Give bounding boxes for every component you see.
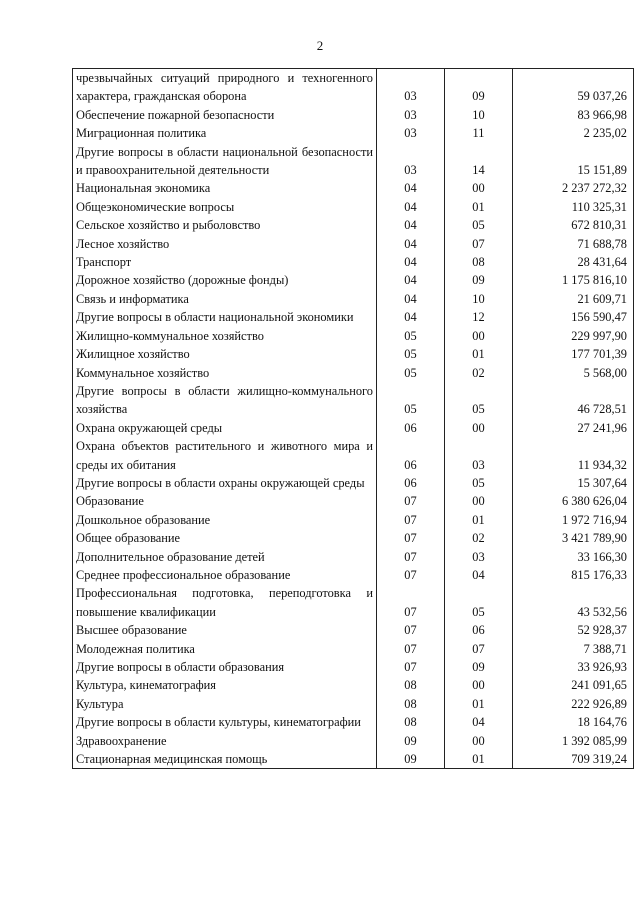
row-subsection: 10: [445, 290, 513, 308]
row-subsection: 05: [445, 584, 513, 621]
row-section: 05: [377, 327, 445, 345]
row-subsection: 01: [445, 750, 513, 769]
table-row: [73, 529, 634, 547]
row-amount: 27 241,96: [513, 419, 634, 437]
row-name: Другие вопросы в области жилищно-коммунального хозяйства: [73, 382, 377, 419]
row-name: Лесное хозяйство: [73, 235, 377, 253]
row-amount: 18 164,76: [513, 713, 634, 731]
row-subsection: 07: [445, 235, 513, 253]
table-row: [73, 382, 634, 419]
row-name: Другие вопросы в области национальной экономики: [73, 308, 377, 326]
row-amount: 5 568,00: [513, 364, 634, 382]
row-name: Транспорт: [73, 253, 377, 271]
row-section: 06: [377, 419, 445, 437]
budget-table-body: [73, 69, 634, 769]
row-section: 04: [377, 308, 445, 326]
table-row: [73, 253, 634, 271]
row-name: Другие вопросы в области охраны окружающей среды: [73, 474, 377, 492]
row-amount: 6 380 626,04: [513, 492, 634, 510]
row-name: Сельское хозяйство и рыболовство: [73, 216, 377, 234]
table-row: [73, 548, 634, 566]
row-section: 07: [377, 658, 445, 676]
row-name: Здравоохранение: [73, 732, 377, 750]
row-subsection: 04: [445, 713, 513, 731]
row-name: Стационарная медицинская помощь: [73, 750, 377, 769]
row-name: Общеэкономические вопросы: [73, 198, 377, 216]
table-row: [73, 364, 634, 382]
table-row: [73, 713, 634, 731]
row-section: 09: [377, 732, 445, 750]
table-row: [73, 290, 634, 308]
row-section: 04: [377, 198, 445, 216]
row-amount: 33 166,30: [513, 548, 634, 566]
table-row: [73, 566, 634, 584]
table-row: [73, 235, 634, 253]
table-row: [73, 216, 634, 234]
budget-table: [72, 68, 634, 769]
row-name: Культура, кинематография: [73, 676, 377, 694]
row-amount: 33 926,93: [513, 658, 634, 676]
row-name: Миграционная политика: [73, 124, 377, 142]
row-subsection: 00: [445, 419, 513, 437]
row-amount: 21 609,71: [513, 290, 634, 308]
row-subsection: 10: [445, 106, 513, 124]
row-name: Другие вопросы в области образования: [73, 658, 377, 676]
table-row: [73, 419, 634, 437]
row-section: 06: [377, 474, 445, 492]
row-section: 03: [377, 106, 445, 124]
row-amount: 672 810,31: [513, 216, 634, 234]
table-row: [73, 621, 634, 639]
row-name: Жилищно-коммунальное хозяйство: [73, 327, 377, 345]
row-subsection: 05: [445, 382, 513, 419]
row-subsection: 03: [445, 548, 513, 566]
row-amount: 28 431,64: [513, 253, 634, 271]
row-name: Дошкольное образование: [73, 511, 377, 529]
row-section: 04: [377, 216, 445, 234]
row-subsection: 02: [445, 364, 513, 382]
row-section: 08: [377, 713, 445, 731]
table-row: [73, 732, 634, 750]
row-subsection: 06: [445, 621, 513, 639]
row-amount: 229 997,90: [513, 327, 634, 345]
row-amount: 815 176,33: [513, 566, 634, 584]
row-subsection: 00: [445, 327, 513, 345]
row-amount: 156 590,47: [513, 308, 634, 326]
row-subsection: 09: [445, 658, 513, 676]
row-section: 07: [377, 548, 445, 566]
row-subsection: 03: [445, 437, 513, 474]
table-row: [73, 327, 634, 345]
row-subsection: 14: [445, 143, 513, 180]
row-subsection: 01: [445, 511, 513, 529]
table-row: [73, 198, 634, 216]
table-row: [73, 345, 634, 363]
table-row: [73, 124, 634, 142]
row-section: 07: [377, 566, 445, 584]
row-amount: 71 688,78: [513, 235, 634, 253]
row-amount: 11 934,32: [513, 437, 634, 474]
row-subsection: 07: [445, 640, 513, 658]
table-row: [73, 69, 634, 106]
row-amount: 46 728,51: [513, 382, 634, 419]
row-section: 03: [377, 143, 445, 180]
row-name: Другие вопросы в области национальной безопасности и правоохранительной деятельности: [73, 143, 377, 180]
row-subsection: 09: [445, 69, 513, 106]
row-section: 03: [377, 124, 445, 142]
row-subsection: 00: [445, 179, 513, 197]
row-subsection: 08: [445, 253, 513, 271]
row-section: 04: [377, 253, 445, 271]
row-section: 08: [377, 695, 445, 713]
row-amount: 709 319,24: [513, 750, 634, 769]
table-row: [73, 492, 634, 510]
row-section: 08: [377, 676, 445, 694]
row-name: Молодежная политика: [73, 640, 377, 658]
row-amount: 2 237 272,32: [513, 179, 634, 197]
table-row: [73, 695, 634, 713]
row-subsection: 00: [445, 676, 513, 694]
page-number: 2: [316, 38, 324, 53]
row-name: Среднее профессиональное образование: [73, 566, 377, 584]
row-section: 05: [377, 364, 445, 382]
row-subsection: 01: [445, 695, 513, 713]
row-subsection: 01: [445, 198, 513, 216]
row-subsection: 05: [445, 474, 513, 492]
row-section: 07: [377, 511, 445, 529]
row-amount: 83 966,98: [513, 106, 634, 124]
row-name: Общее образование: [73, 529, 377, 547]
row-amount: 177 701,39: [513, 345, 634, 363]
row-subsection: 02: [445, 529, 513, 547]
table-row: [73, 143, 634, 180]
row-subsection: 00: [445, 732, 513, 750]
table-row: [73, 179, 634, 197]
table-row: [73, 584, 634, 621]
row-amount: 15 151,89: [513, 143, 634, 180]
row-name: Дополнительное образование детей: [73, 548, 377, 566]
table-row: [73, 271, 634, 289]
row-amount: 110 325,31: [513, 198, 634, 216]
row-section: 07: [377, 584, 445, 621]
row-subsection: 00: [445, 492, 513, 510]
row-section: 05: [377, 345, 445, 363]
row-name: Другие вопросы в области культуры, кинематографии: [73, 713, 377, 731]
row-amount: 59 037,26: [513, 69, 634, 106]
row-section: 04: [377, 290, 445, 308]
row-section: 05: [377, 382, 445, 419]
table-row: [73, 658, 634, 676]
row-subsection: 01: [445, 345, 513, 363]
row-amount: 52 928,37: [513, 621, 634, 639]
row-amount: 241 091,65: [513, 676, 634, 694]
row-name: Образование: [73, 492, 377, 510]
row-section: 07: [377, 492, 445, 510]
table-row: [73, 474, 634, 492]
row-name: чрезвычайных ситуаций природного и техногенного характера, гражданская оборона: [73, 69, 377, 106]
row-subsection: 12: [445, 308, 513, 326]
row-name: Культура: [73, 695, 377, 713]
row-section: 04: [377, 235, 445, 253]
row-section: 09: [377, 750, 445, 769]
row-amount: 43 532,56: [513, 584, 634, 621]
row-section: 04: [377, 271, 445, 289]
row-name: Охрана окружающей среды: [73, 419, 377, 437]
row-subsection: 11: [445, 124, 513, 142]
row-amount: 15 307,64: [513, 474, 634, 492]
row-subsection: 04: [445, 566, 513, 584]
row-name: Коммунальное хозяйство: [73, 364, 377, 382]
row-amount: 1 175 816,10: [513, 271, 634, 289]
row-name: Высшее образование: [73, 621, 377, 639]
table-row: [73, 308, 634, 326]
table-row: [73, 437, 634, 474]
table-row: [73, 106, 634, 124]
row-amount: 3 421 789,90: [513, 529, 634, 547]
row-section: 03: [377, 69, 445, 106]
table-row: [73, 750, 634, 769]
table-row: [73, 640, 634, 658]
row-name: Профессиональная подготовка, переподготовка и повышение квалификации: [73, 584, 377, 621]
row-subsection: 09: [445, 271, 513, 289]
row-name: Жилищное хозяйство: [73, 345, 377, 363]
row-name: Дорожное хозяйство (дорожные фонды): [73, 271, 377, 289]
row-amount: 222 926,89: [513, 695, 634, 713]
row-amount: 2 235,02: [513, 124, 634, 142]
row-section: 04: [377, 179, 445, 197]
row-section: 06: [377, 437, 445, 474]
row-subsection: 05: [445, 216, 513, 234]
row-section: 07: [377, 529, 445, 547]
row-amount: 1 972 716,94: [513, 511, 634, 529]
table-row: [73, 676, 634, 694]
row-section: 07: [377, 621, 445, 639]
row-amount: 1 392 085,99: [513, 732, 634, 750]
row-section: 07: [377, 640, 445, 658]
row-name: Обеспечение пожарной безопасности: [73, 106, 377, 124]
row-name: Охрана объектов растительного и животного мира и среды их обитания: [73, 437, 377, 474]
row-amount: 7 388,71: [513, 640, 634, 658]
table-row: [73, 511, 634, 529]
row-name: Связь и информатика: [73, 290, 377, 308]
row-name: Национальная экономика: [73, 179, 377, 197]
